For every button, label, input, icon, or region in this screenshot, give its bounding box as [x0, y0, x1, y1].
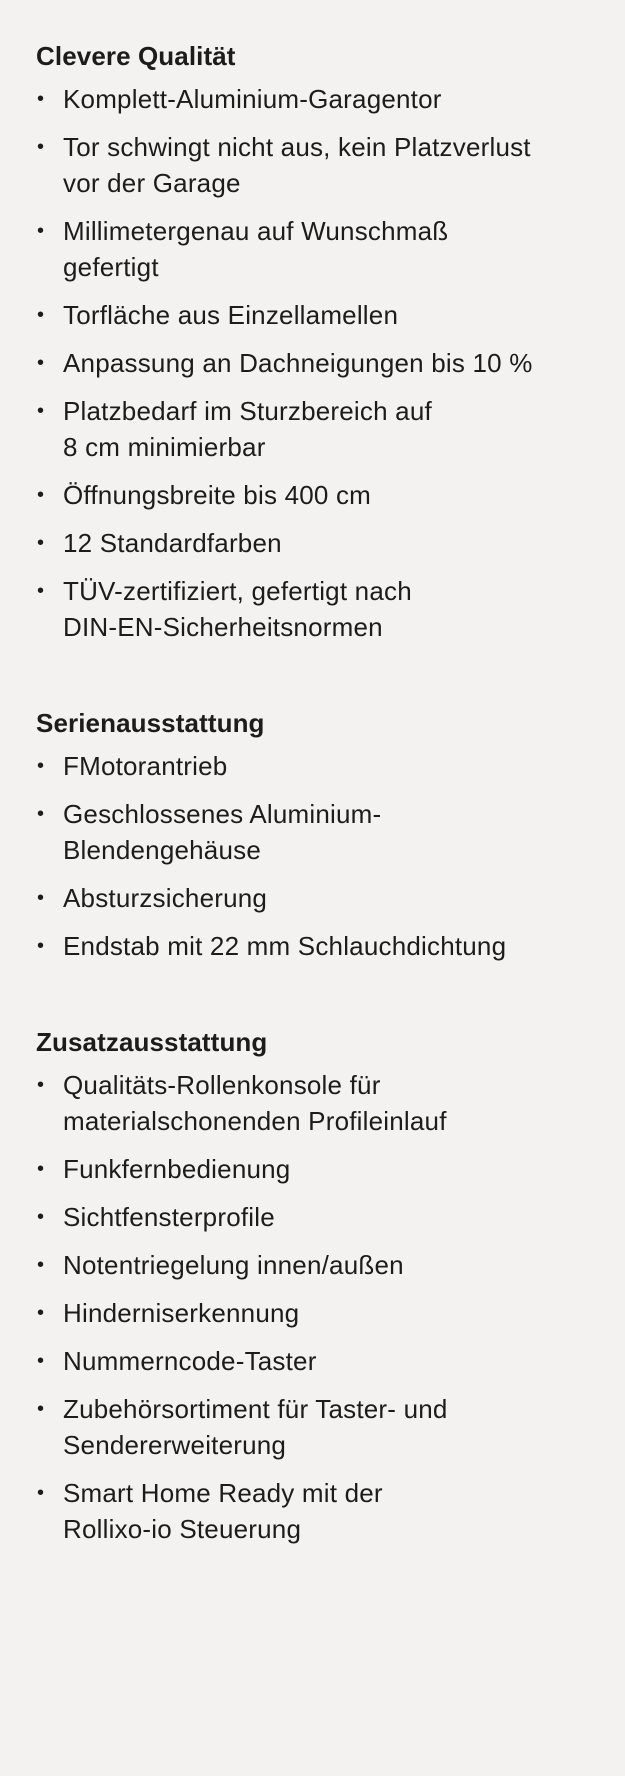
list-item	[36, 1067, 595, 1139]
section-title: Zusatzausstattung	[36, 1027, 268, 1057]
bullet-icon: •	[37, 935, 45, 957]
bullet-icon: •	[37, 803, 45, 825]
list-item	[36, 81, 595, 117]
list-item-text: Sendererweiterung	[63, 1430, 287, 1460]
bullet-icon: •	[37, 1254, 45, 1276]
list-item	[36, 477, 595, 513]
bullet-icon: •	[37, 1302, 45, 1324]
list-item-text: gefertigt	[63, 252, 159, 282]
list-item-text: Geschlossenes Aluminium-	[63, 799, 382, 829]
list-item	[36, 1247, 595, 1283]
list-item-text: 12 Standardfarben	[63, 528, 282, 558]
bullet-icon: •	[37, 220, 45, 242]
list-item-text: Zubehörsortiment für Taster- und	[63, 1394, 448, 1424]
list-item-text: Qualitäts-Rollenkonsole für	[63, 1070, 381, 1100]
bullet-icon: •	[37, 580, 45, 602]
list-item-text: Anpassung an Dachneigungen bis 10 %	[63, 348, 533, 378]
feature-list	[36, 748, 595, 964]
list-item-text: Torfläche aus Einzellamellen	[63, 300, 399, 330]
bullet-icon: •	[37, 887, 45, 909]
bullet-icon: •	[37, 88, 45, 110]
list-item-text: Platzbedarf im Sturzbereich auf	[63, 396, 432, 426]
list-item	[36, 393, 595, 465]
list-item	[36, 1391, 595, 1463]
list-item	[36, 297, 595, 333]
feature-list	[36, 81, 595, 645]
bullet-icon: •	[37, 136, 45, 158]
bullet-icon: •	[37, 1158, 45, 1180]
bullet-icon: •	[37, 1350, 45, 1372]
bullet-icon: •	[37, 755, 45, 777]
bullet-icon: •	[37, 532, 45, 554]
list-item-text: Millimetergenau auf Wunschmaß	[63, 216, 449, 246]
list-item	[36, 1199, 595, 1235]
list-item-text: Notentriegelung innen/außen	[63, 1250, 404, 1280]
section-title: Clevere Qualität	[36, 41, 236, 71]
section-title: Serienausstattung	[36, 708, 265, 738]
list-item-text: 8 cm minimierbar	[63, 432, 266, 462]
list-item-text: Funkfernbedienung	[63, 1154, 291, 1184]
list-item-text: Komplett-Aluminium-Garagentor	[63, 84, 442, 114]
list-item-text: TÜV-zertifiziert, gefertigt nach	[63, 576, 412, 606]
list-item-text: vor der Garage	[63, 168, 241, 198]
list-item-text: Smart Home Ready mit der	[63, 1478, 383, 1508]
list-item	[36, 880, 595, 916]
list-item	[36, 928, 595, 964]
list-item-text: Öffnungsbreite bis 400 cm	[63, 480, 372, 510]
list-item	[36, 748, 595, 784]
bullet-icon: •	[37, 1398, 45, 1420]
section-serienausstattung	[36, 707, 595, 964]
list-item-text: Hinderniserkennung	[63, 1298, 300, 1328]
list-item-text: DIN-EN-Sicherheitsnormen	[63, 612, 383, 642]
bullet-icon: •	[37, 1074, 45, 1096]
list-item-text: Tor schwingt nicht aus, kein Platzverlust	[63, 132, 531, 162]
list-item	[36, 213, 595, 285]
bullet-icon: •	[37, 1482, 45, 1504]
bullet-icon: •	[37, 484, 45, 506]
list-item-text: Blendengehäuse	[63, 835, 261, 865]
bullet-icon: •	[37, 352, 45, 374]
feature-list	[36, 1067, 595, 1547]
list-item-text: Sichtfensterprofile	[63, 1202, 275, 1232]
list-item	[36, 796, 595, 868]
list-item	[36, 525, 595, 561]
list-item-text: FMotorantrieb	[63, 751, 228, 781]
list-item	[36, 129, 595, 201]
section-zusatzausstattung	[36, 1026, 595, 1547]
list-item	[36, 1295, 595, 1331]
list-item	[36, 345, 595, 381]
bullet-icon: •	[37, 1206, 45, 1228]
list-item-text: materialschonenden Profileinlauf	[63, 1106, 447, 1136]
section-clevere-qualitaet	[36, 40, 595, 645]
list-item-text: Absturzsicherung	[63, 883, 268, 913]
list-item-text: Nummerncode-Taster	[63, 1346, 317, 1376]
list-item	[36, 1475, 595, 1547]
list-item	[36, 573, 595, 645]
list-item-text: Endstab mit 22 mm Schlauchdichtung	[63, 931, 507, 961]
list-item	[36, 1151, 595, 1187]
bullet-icon: •	[37, 304, 45, 326]
list-item-text: Rollixo-io Steuerung	[63, 1514, 302, 1544]
list-item	[36, 1343, 595, 1379]
bullet-icon: •	[37, 400, 45, 422]
